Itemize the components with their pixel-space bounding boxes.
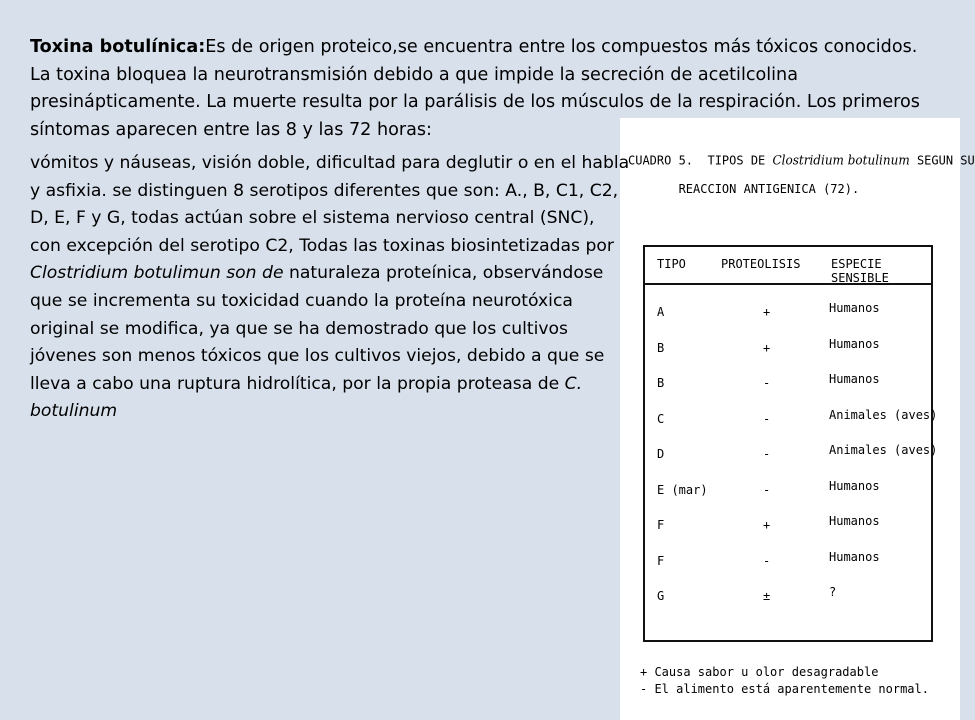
table-cell: - [763, 376, 771, 390]
header-especie: ESPECIE SENSIBLE [831, 257, 889, 285]
intro-text: Es de origen proteico,se encuentra entre los compuestos más tóxicos conocidos. La toxina bloquea la neurotransmisión debido a que impide la secreción de acetilcolina presinápticamente. La muerte resulta por la parálisis de los músculos de la respiración. Los primeros síntomas aparecen entre las 8 y las 72 horas: [30, 37, 920, 140]
table-cell: + [763, 305, 771, 319]
table-cell: E (mar) [657, 482, 708, 497]
table-cell: Humanos [829, 372, 880, 386]
table-cell: - [763, 411, 771, 426]
table-cell: - [763, 447, 771, 461]
table-legend [640, 664, 929, 698]
caption-suffix: SEGUN SU [909, 152, 975, 168]
header-tipo: TIPO [657, 257, 686, 271]
scanned-table-image [620, 118, 975, 720]
table-cell: Humanos [829, 549, 880, 564]
table-cell: A [657, 305, 665, 319]
body-italic-2: C. botulinum [30, 373, 583, 422]
legend-plus: + Causa sabor u olor desagradable [640, 665, 879, 679]
table-cell: + [763, 518, 771, 532]
table-cell: Humanos [829, 478, 880, 493]
header-proteolisis: PROTEOLISIS [721, 257, 801, 271]
table-cell: + [763, 340, 771, 355]
table-cell: - [763, 482, 771, 497]
table-cell: - [763, 553, 771, 568]
table-cell: Humanos [829, 514, 880, 528]
body-paragraph [30, 150, 630, 426]
table-cell: F [657, 518, 665, 532]
caption-prefix: CUADRO 5. TIPOS DE [628, 152, 773, 168]
table-cell: Animales (aves) [829, 407, 938, 422]
body-text-1: vómitos y náuseas, visión doble, dificultad para deglutir o en el habla y asfixia. se distinguen 8 serotipos diferentes que son: A., B, C1, C2, D, E, F y G, todas actúan sobre el sistema nervioso central (SNC), con excepción del serotipo C2, Todas las toxinas biosintetizadas por [30, 153, 630, 256]
table-cell: ? [829, 585, 837, 599]
table-cell: D [657, 447, 665, 461]
legend-minus: - El alimento está aparentemente normal. [640, 682, 929, 696]
caption-line-2: REACCION ANTIGENICA (72). [678, 181, 860, 196]
table-cell: G [657, 589, 665, 603]
table-cell: Humanos [829, 336, 880, 351]
intro-bold-lead: Toxina botulínica: [30, 37, 206, 57]
table-cell: B [657, 376, 665, 390]
table-cell: ± [763, 589, 771, 603]
table-cell: Animales (aves) [829, 443, 938, 457]
body-italic-1: Clostridium botulimun son de [30, 263, 284, 284]
caption-italic: Clostridium botulinum [772, 152, 910, 168]
table-cell: C [657, 411, 665, 426]
table-cell: B [657, 340, 665, 355]
table-caption [628, 147, 975, 204]
header-divider [645, 283, 931, 285]
serotype-table [643, 245, 938, 642]
body-text-2: naturaleza proteínica, observándose que se incrementa su toxicidad cuando la proteína neurotóxica original se modifica, ya que se ha demostrado que los cultivos jóvenes son menos tóxicos que los cultivos viejos, debido a que se lleva a cabo una ruptura hidrolítica, por la propia proteasa de [30, 263, 605, 394]
table-cell: F [657, 553, 665, 568]
table-cell: Humanos [829, 301, 880, 315]
